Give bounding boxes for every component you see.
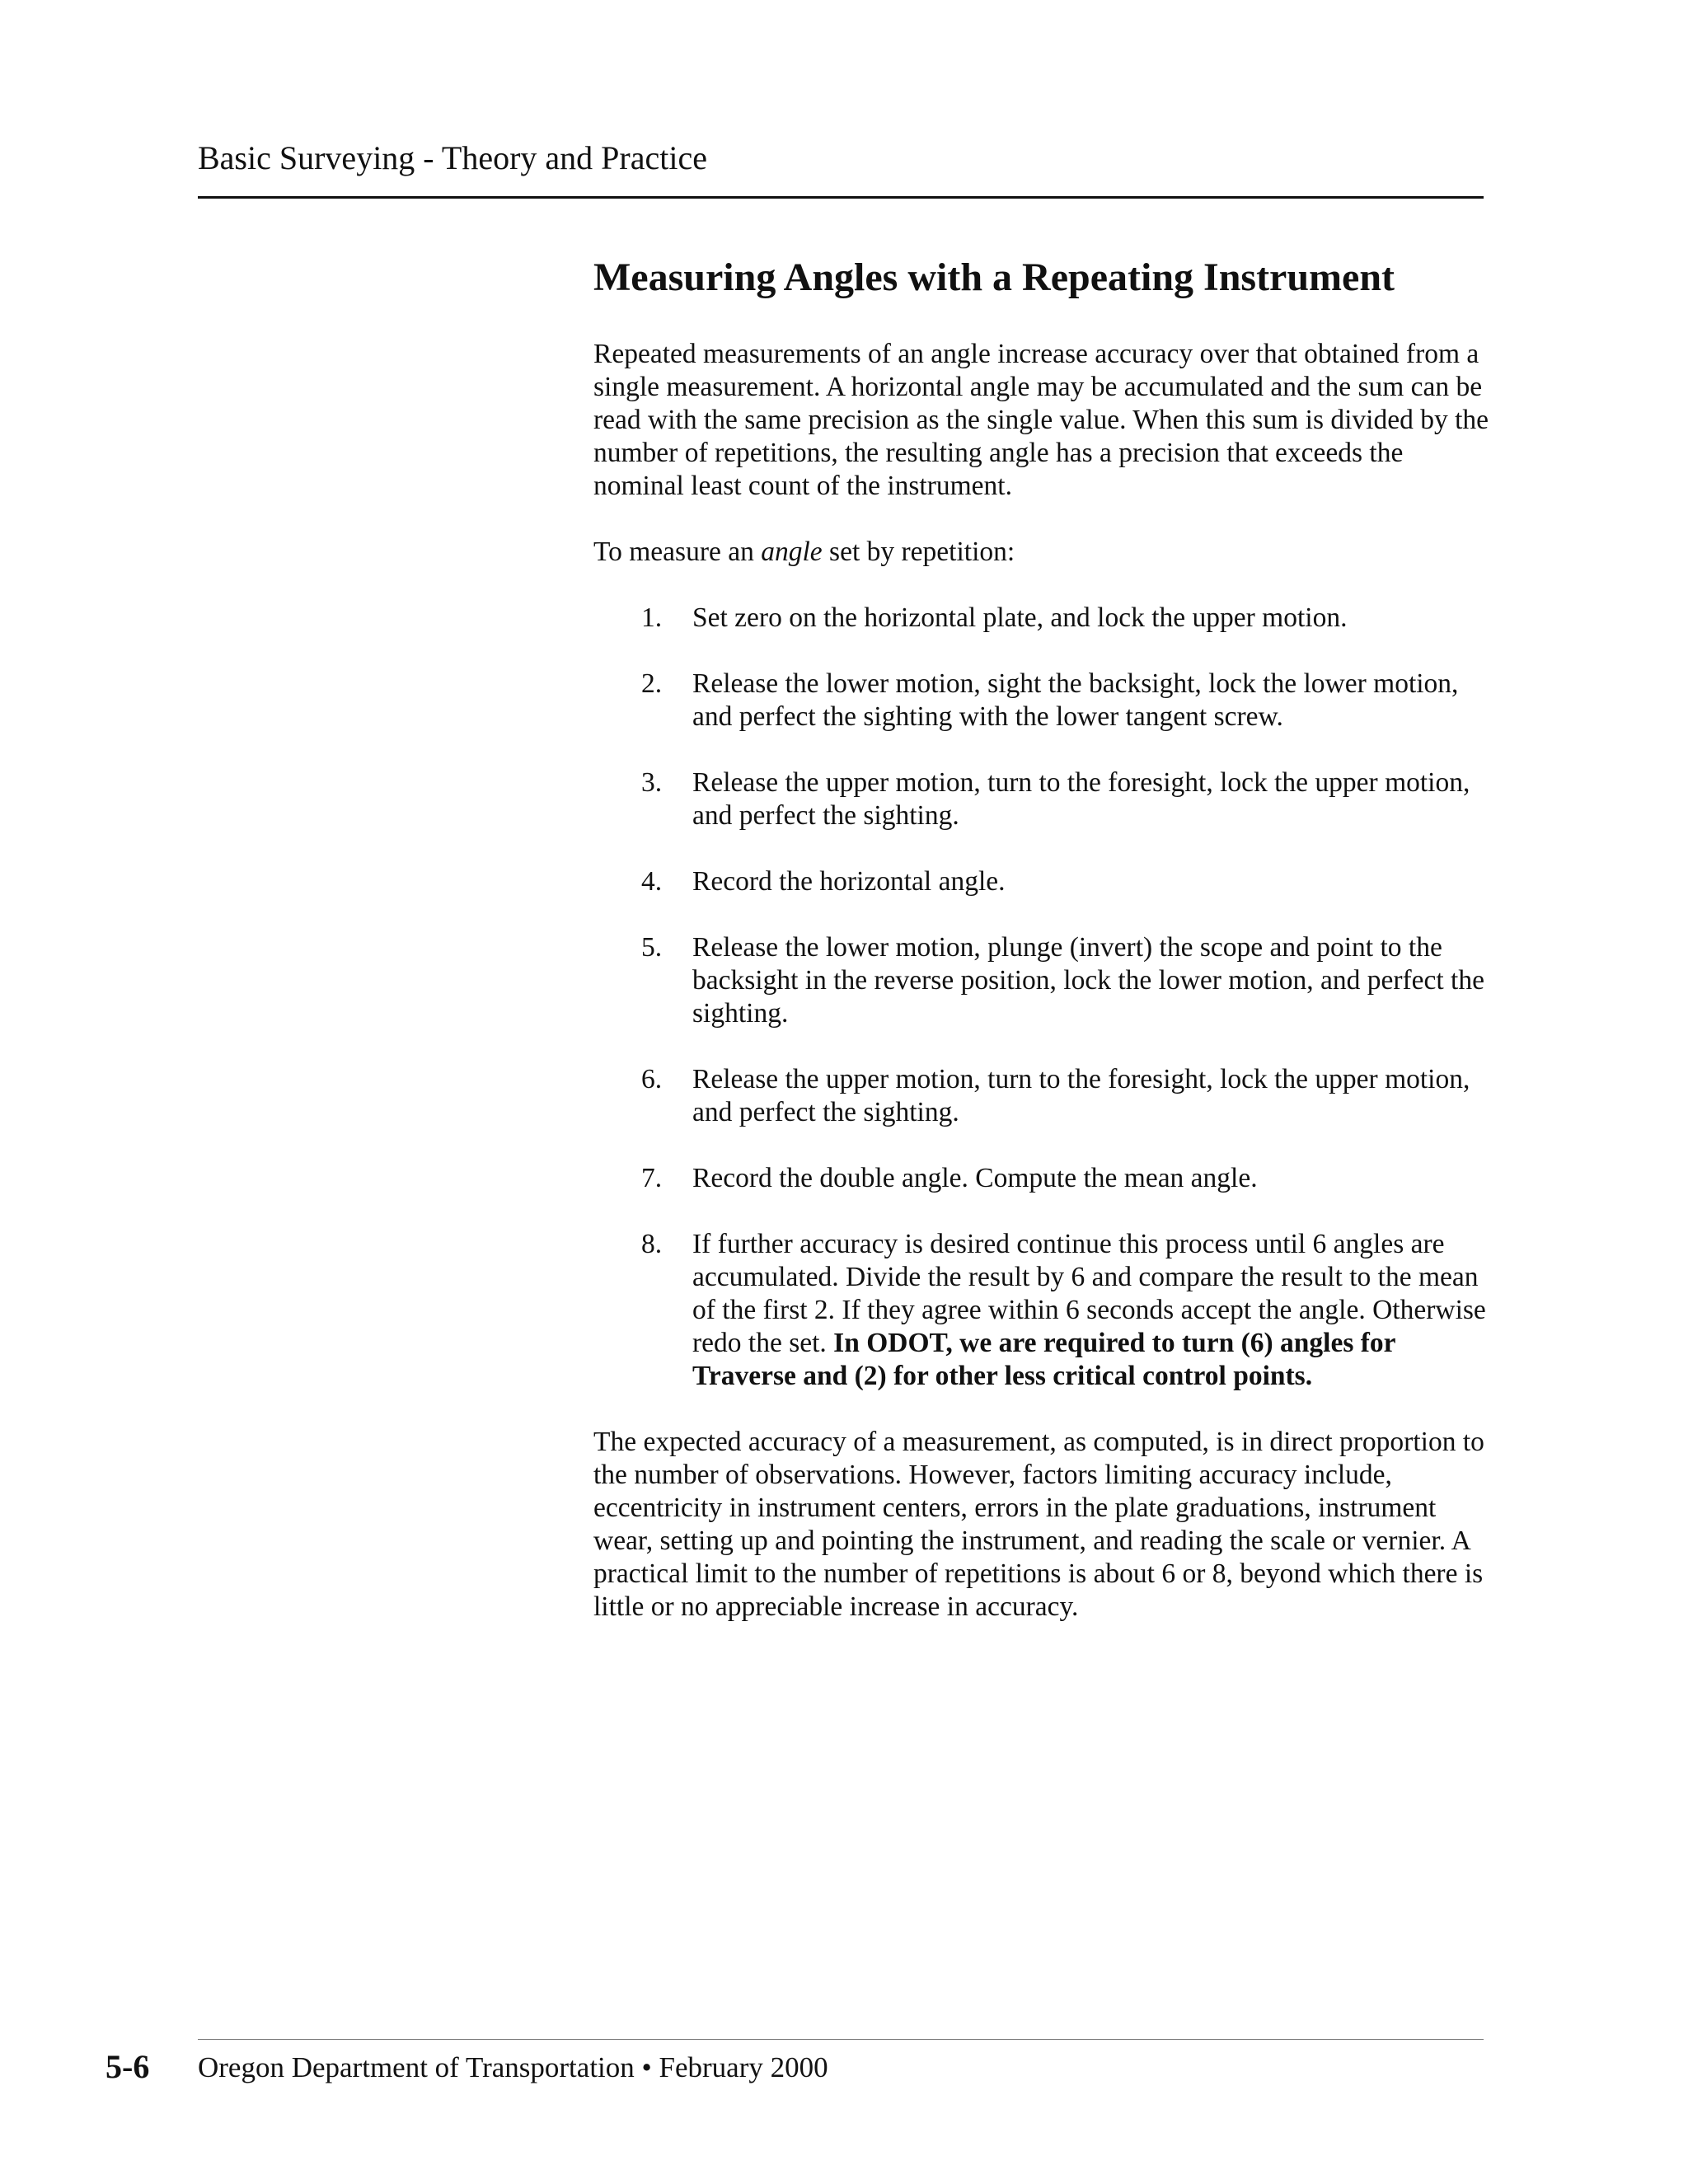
footer-text: Oregon Department of Transportation • February 2000 — [198, 2051, 828, 2083]
step-number: 7. — [641, 1162, 663, 1193]
step-6 — [593, 1063, 1492, 1129]
step-number: 5. — [641, 931, 663, 963]
step-text: Release the upper motion, turn to the foresight, lock the upper motion, and perfect the sighting. — [692, 1063, 1470, 1127]
lead-in-paragraph — [593, 536, 1492, 569]
step-text: Release the lower motion, sight the backsight, lock the lower motion, and perfect the sighting with the lower tangent screw. — [692, 668, 1459, 732]
step-number: 8. — [641, 1228, 663, 1259]
page-number: 5-6 — [106, 2048, 150, 2085]
closing-paragraph: The expected accuracy of a measurement, as computed, is in direct proportion to the number of observations. However, factors limiting accuracy include, eccentricity in instrument centers, errors in the plate graduations, instrument wear, setting up and pointing the instrument, and reading the scale or vernier. A practical limit to the number of repetitions is about 6 or 8, beyond which there is little or no appreciable increase in accuracy. — [593, 1426, 1484, 1622]
main-content — [593, 254, 1492, 1624]
step-7 — [593, 1162, 1492, 1195]
step-text: Release the lower motion, plunge (invert) the scope and point to the backsight in the reverse position, lock the lower motion, and perfect the sighting. — [692, 931, 1484, 1029]
header-rule — [198, 196, 1484, 199]
step-text: Record the double angle. Compute the mean angle. — [692, 1162, 1258, 1193]
step-number: 4. — [641, 865, 663, 897]
footer-rule — [198, 2039, 1484, 2040]
step-3 — [593, 766, 1492, 832]
step-number: 6. — [641, 1063, 663, 1094]
step-text: Record the horizontal angle. — [692, 865, 1006, 897]
step-5 — [593, 931, 1492, 1030]
procedure-steps — [593, 602, 1492, 1393]
step-8 — [593, 1228, 1492, 1393]
step-number: 1. — [641, 602, 663, 633]
step-4 — [593, 865, 1492, 898]
step-1 — [593, 602, 1492, 635]
lead-in-before: To measure an — [593, 536, 762, 567]
running-header: Basic Surveying - Theory and Practice — [198, 139, 707, 176]
step-number: 2. — [641, 668, 663, 699]
step-number: 3. — [641, 766, 663, 798]
odot-requirement-bold: In ODOT, we are required to turn (6) angles for Traverse and (2) for other less critical control points. — [692, 1327, 1395, 1391]
lead-in-after: set by repetition: — [822, 536, 1015, 567]
step-text: Set zero on the horizontal plate, and lock the upper motion. — [692, 602, 1348, 633]
step-text: Release the upper motion, turn to the foresight, lock the upper motion, and perfect the sighting. — [692, 766, 1470, 831]
step-2 — [593, 668, 1492, 733]
step-text: If further accuracy is desired continue this process until 6 angles are accumulated. Divide the result by 6 and compare the result to the mean of the first 2. If they agree within 6 seconds accept the angle. Otherwise redo the set. — [692, 1228, 1486, 1358]
lead-in-emphasis: angle — [761, 536, 823, 567]
intro-paragraph: Repeated measurements of an angle increase accuracy over that obtained from a single measurement. A horizontal angle may be accumulated and the sum can be read with the same precision as the single value. When this sum is divided by the number of repetitions, the resulting angle has a precision that exceeds the nominal least count of the instrument. — [593, 338, 1489, 501]
section-title: Measuring Angles with a Repeating Instrument — [593, 255, 1395, 299]
